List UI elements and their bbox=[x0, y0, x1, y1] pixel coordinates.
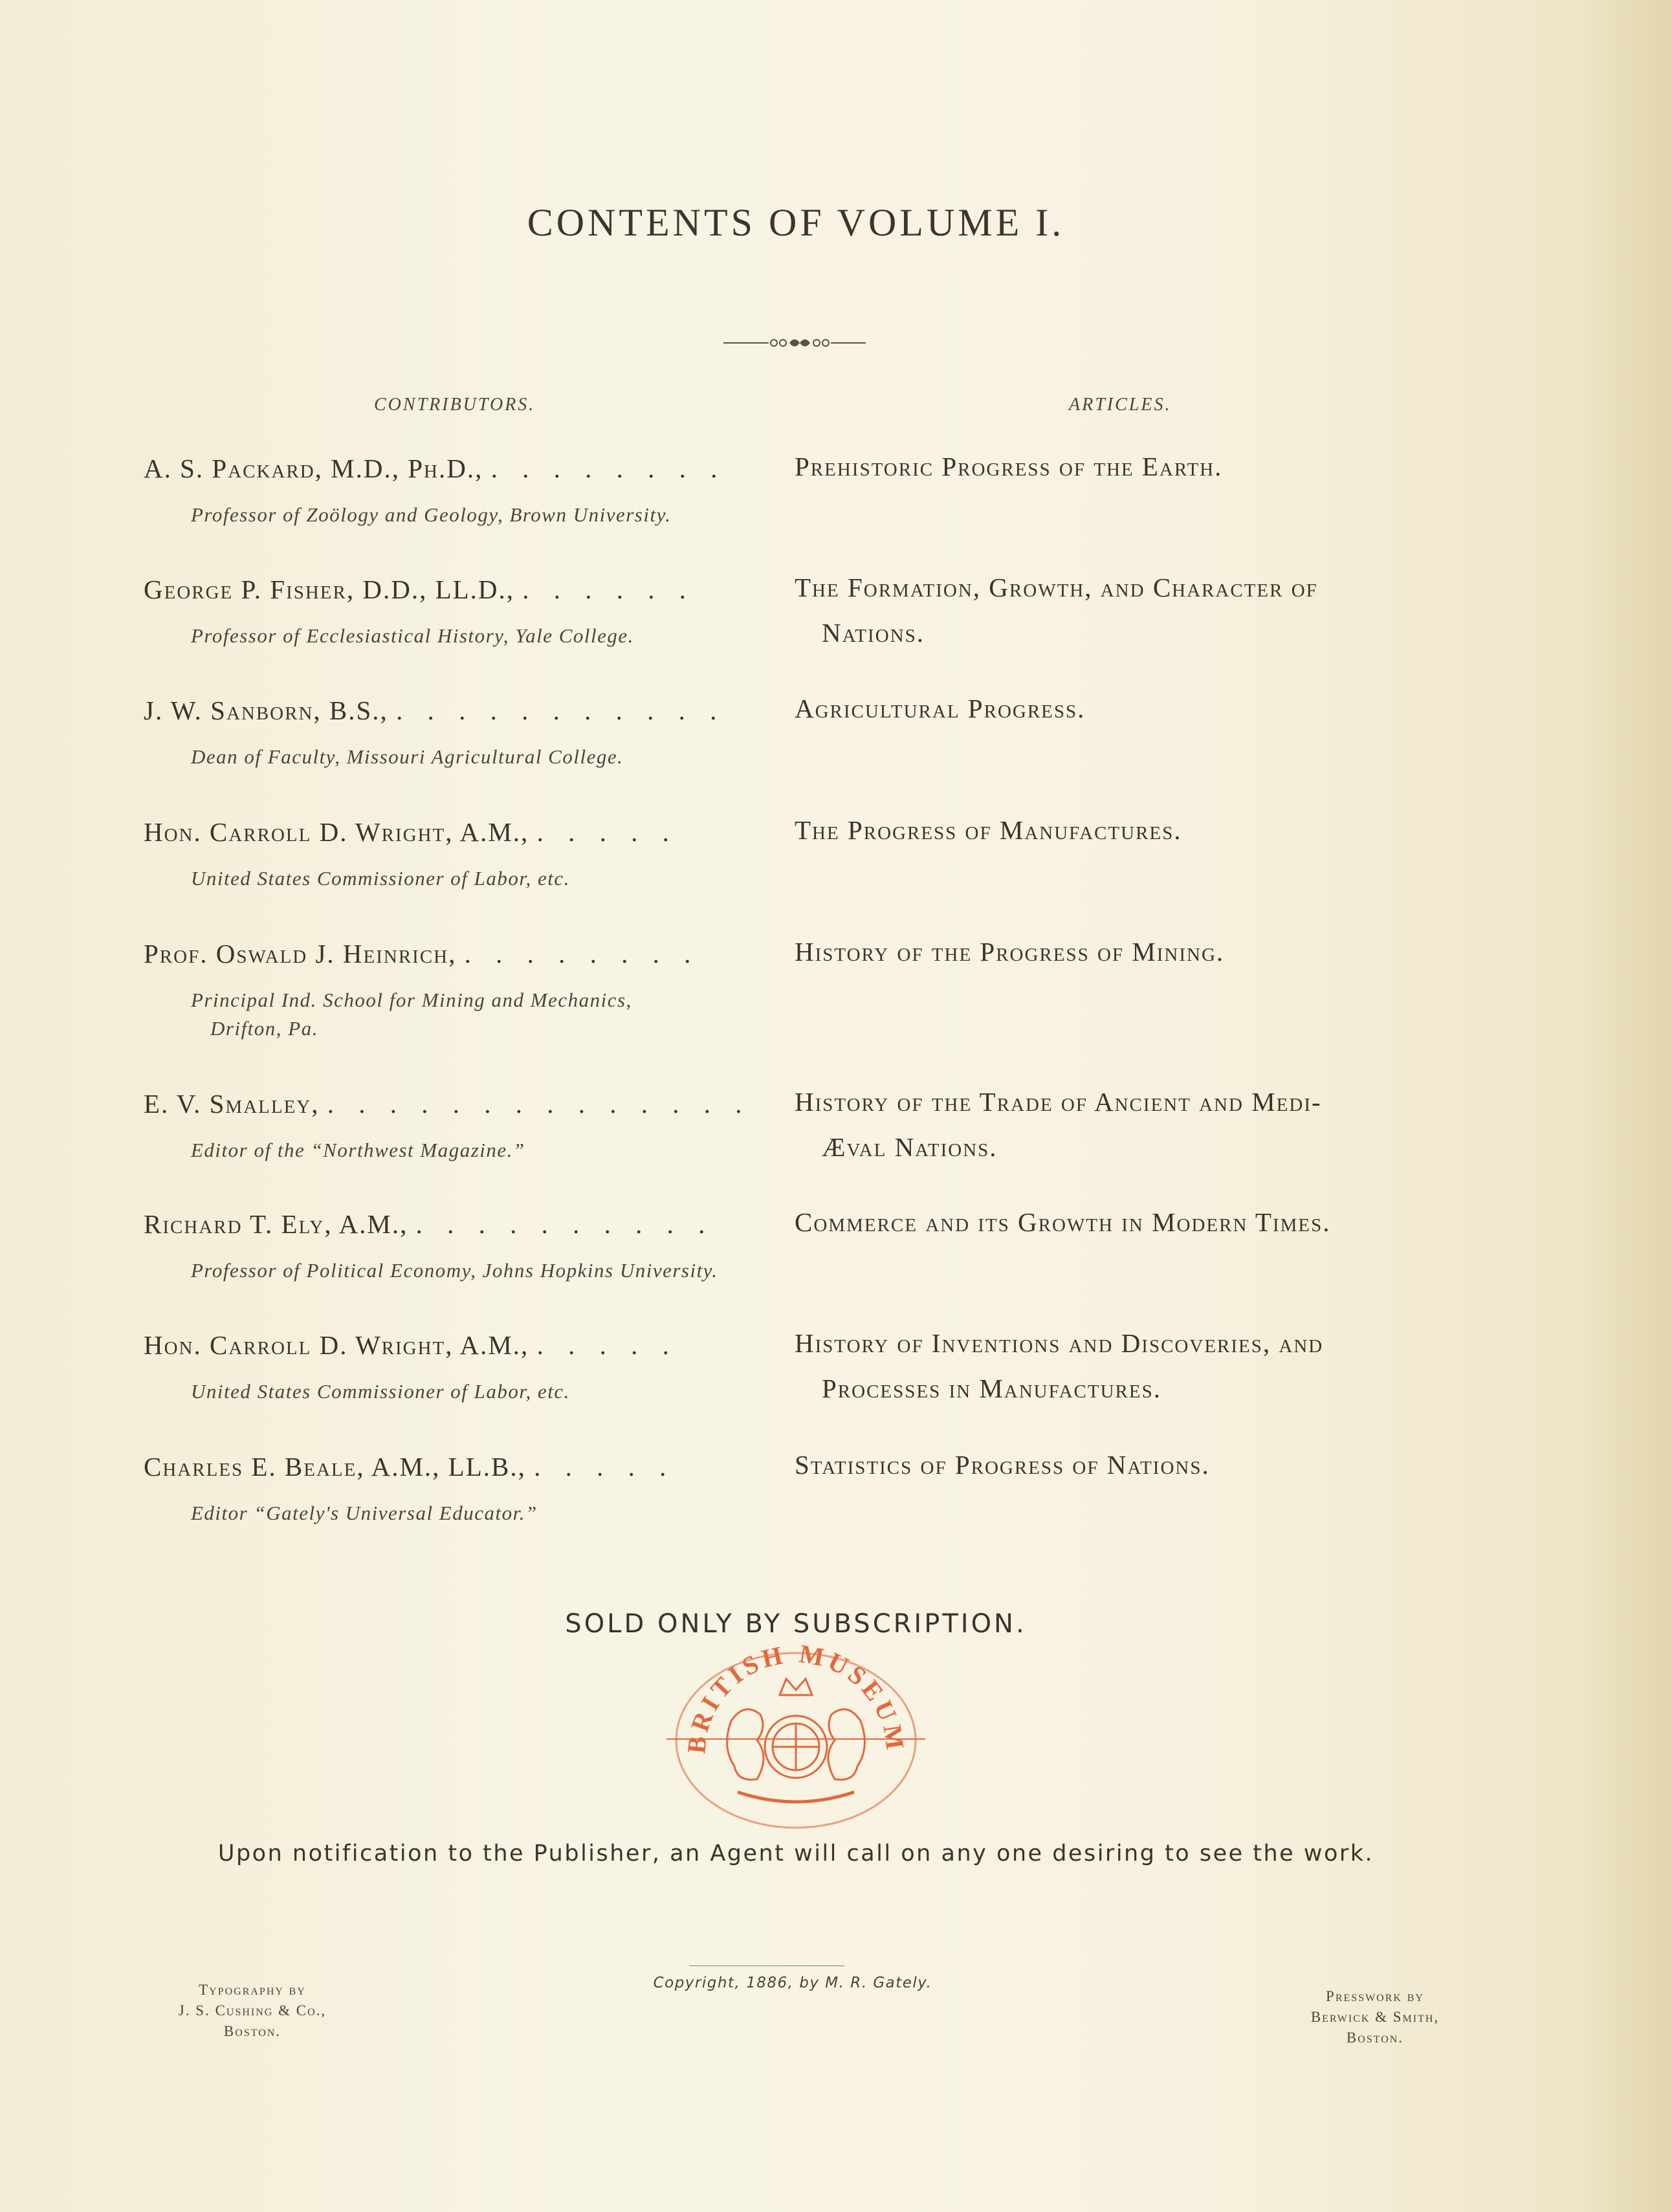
contributor-name: J. W. Sanborn, B.S., . . . . . . . . . . . bbox=[144, 695, 726, 725]
contributor-name: A. S. Packard, M.D., Ph.D., . . . . . . . . bbox=[144, 454, 727, 483]
sold-by-subscription: SOLD ONLY BY SUBSCRIPTION. bbox=[565, 1609, 1027, 1639]
publisher-notice: Upon notification to the Publisher, an Agent will call on any one desiring to see the work. bbox=[217, 1841, 1374, 1867]
article-title: Statistics of Progress of Nations. bbox=[795, 1450, 1210, 1480]
article-title: History of the Trade of Ancient and Medi- Æval Nations. bbox=[795, 1087, 1322, 1162]
royal-coat-of-arms-stamp-icon bbox=[660, 1643, 932, 1831]
article-title: Agricultural Progress. bbox=[795, 694, 1086, 723]
contributor-role: United States Commissioner of Labor, etc. bbox=[191, 867, 570, 890]
contributor-name: Prof. Oswald J. Heinrich, . . . . . . . . bbox=[144, 939, 700, 969]
contributor-role: Professor of Zoölogy and Geology, Brown University. bbox=[191, 503, 672, 526]
article-title: History of the Progress of Mining. bbox=[795, 937, 1225, 967]
page-title: CONTENTS OF VOLUME I. bbox=[527, 201, 1065, 244]
contributors-heading: CONTRIBUTORS. bbox=[374, 395, 536, 415]
contributor-role: Editor of the “Northwest Magazine.” bbox=[191, 1139, 525, 1161]
article-title: Prehistoric Progress of the Earth. bbox=[795, 452, 1223, 481]
contributor-role: Editor “Gately's Universal Educator.” bbox=[191, 1502, 538, 1524]
contributor-role: United States Commissioner of Labor, etc. bbox=[191, 1380, 570, 1403]
article-title: The Formation, Growth, and Character of Nations. bbox=[795, 573, 1318, 648]
contributor-name: Richard T. Ely, A.M., . . . . . . . . . . bbox=[144, 1209, 714, 1239]
article-title: History of Inventions and Discoveries, and Processes in Manufactures. bbox=[795, 1328, 1324, 1403]
fleuron-rule-icon bbox=[723, 333, 866, 353]
contributor-name: Hon. Carroll D. Wright, A.M., . . . . . bbox=[144, 817, 678, 847]
copyright-notice: Copyright, 1886, by M. R. Gately. bbox=[653, 1975, 932, 1991]
typography-credit: Typography by J. S. Cushing & Co., Boston. bbox=[178, 1982, 327, 2039]
contributor-name: Hon. Carroll D. Wright, A.M., . . . . . bbox=[144, 1330, 678, 1360]
articles-heading: ARTICLES. bbox=[1069, 395, 1172, 415]
contributor-role: Dean of Faculty, Missouri Agricultural College. bbox=[191, 745, 624, 768]
contributor-role: Principal Ind. School for Mining and Mechanics, Drifton, Pa. bbox=[191, 989, 632, 1040]
contributor-name: George P. Fisher, D.D., LL.D., . . . . . . bbox=[144, 575, 696, 604]
svg-text:BRITISH MUSEUM: BRITISH MUSEUM bbox=[681, 1643, 911, 1755]
presswork-credit: Presswork by Berwick & Smith, Boston. bbox=[1310, 1988, 1440, 2046]
contributor-name: Charles E. Beale, A.M., LL.B., . . . . . bbox=[144, 1452, 676, 1482]
contributor-role: Professor of Ecclesiastical History, Yale College. bbox=[191, 624, 634, 647]
contributor-role: Professor of Political Economy, Johns Hopkins University. bbox=[191, 1259, 718, 1282]
contributor-name: E. V. Smalley, . . . . . . . . . . . . . . bbox=[144, 1089, 751, 1119]
article-title: Commerce and its Growth in Modern Times. bbox=[795, 1207, 1331, 1237]
article-title: The Progress of Manufactures. bbox=[795, 815, 1182, 845]
